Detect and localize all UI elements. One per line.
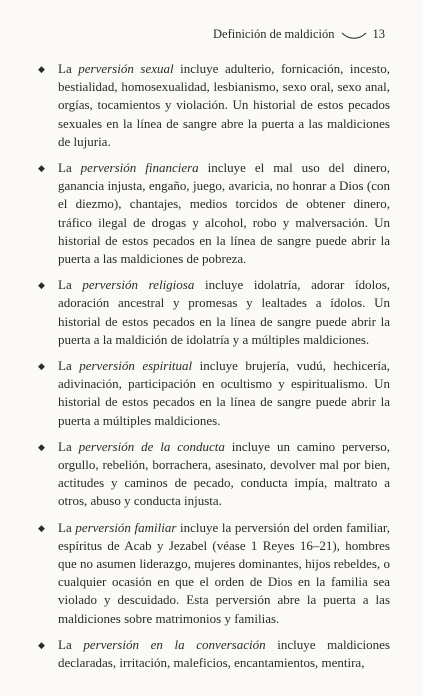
list-item (34, 438, 390, 511)
bullet-icon: ◆ (38, 639, 45, 650)
list-item (34, 357, 390, 430)
item-lead: La (58, 519, 76, 535)
list-item (34, 519, 390, 628)
item-lead: La (58, 636, 84, 652)
item-lead: La (58, 358, 80, 374)
list-item (34, 159, 390, 268)
list-item (34, 276, 390, 349)
bullet-icon: ◆ (38, 64, 45, 74)
page-number: 13 (372, 27, 385, 41)
item-text: incluye la perversión del orden familiar, espíritus de Acab y Jezabel (véase 1 Reyes 16–21), hombres que no asumen liderazgo, mujeres dominantes, hijos rebeldes, o cualquier ocasión en que el orden de Dios en la familia sea violado y descuidado. Esta perversión abre la puerta a las maldiciones sobre matrimonios y familias. (58, 519, 390, 626)
item-lead: La (58, 277, 83, 293)
bullet-icon: ◆ (38, 441, 45, 452)
item-text: incluye idolatría, adorar ídolos, adoración ancestral y promesas y lealtades a ídolos. Un historial de estos pecados en la línea de sangre puede abrir la puerta a la maldición de idolatría y a múltiples maldiciones. (58, 277, 391, 347)
item-text: incluye un camino perverso, orgullo, rebelión, borrachera, asesinato, devolver mal por bien, actitudes y caminos de pecado, conducta impía, maltrato a otros, abuso y conducta injusta. (58, 438, 390, 509)
bullet-icon: ◆ (38, 163, 45, 174)
item-text: incluye brujería, vudú, hechicería, adivinación, participación en ocultismo y espiritualismo. Un historial de estos pecados en la línea de sangre puede abrir la puerta a múltiples maldiciones. (58, 358, 390, 428)
item-term: perversión familiar (75, 519, 177, 535)
item-text: incluye maldiciones declaradas, irritación, maleficios, encantamientos, mentira, (58, 636, 390, 671)
bullet-icon: ◆ (38, 361, 45, 372)
item-text: incluye adulterio, fornicación, incesto, bestialidad, homosexualidad, lesbianismo, sexo oral, sexo anal, orgías, tocamientos y violación. Un historial de estos pecados sexuales en la línea de sangre abre la puerta a las maldiciones de lujuria. (58, 61, 390, 149)
item-term: perversión sexual (78, 61, 174, 76)
item-term: perversión en la conversación (83, 636, 266, 652)
item-lead: La (58, 438, 79, 454)
item-term: perversión espiritual (79, 358, 193, 374)
item-term: perversión financiera (80, 160, 199, 176)
item-text: incluye el mal uso del dinero, ganancia injusta, engaño, juego, avaricia, no honrar a Dios (con el diezmo), chantajes, medios torcidos de obtener dinero, tráfico ilegal de drogas y alcohol, robo y malversación. Un historial de estos pecados en la línea de sangre puede abrir la puerta a las maldiciones de pobreza. (58, 160, 390, 267)
item-term: perversión religiosa (82, 277, 195, 293)
item-lead: La (58, 61, 79, 76)
list-item (34, 636, 390, 672)
item-lead: La (58, 160, 81, 176)
chapter-title: Definición de maldición (213, 27, 335, 41)
list-item (34, 60, 390, 151)
bullet-list (34, 60, 390, 680)
bullet-icon: ◆ (38, 280, 45, 291)
running-header (213, 27, 385, 42)
item-term: perversión de la conducta (78, 438, 225, 454)
swash-ornament-icon (341, 31, 367, 39)
bullet-icon: ◆ (38, 522, 45, 533)
